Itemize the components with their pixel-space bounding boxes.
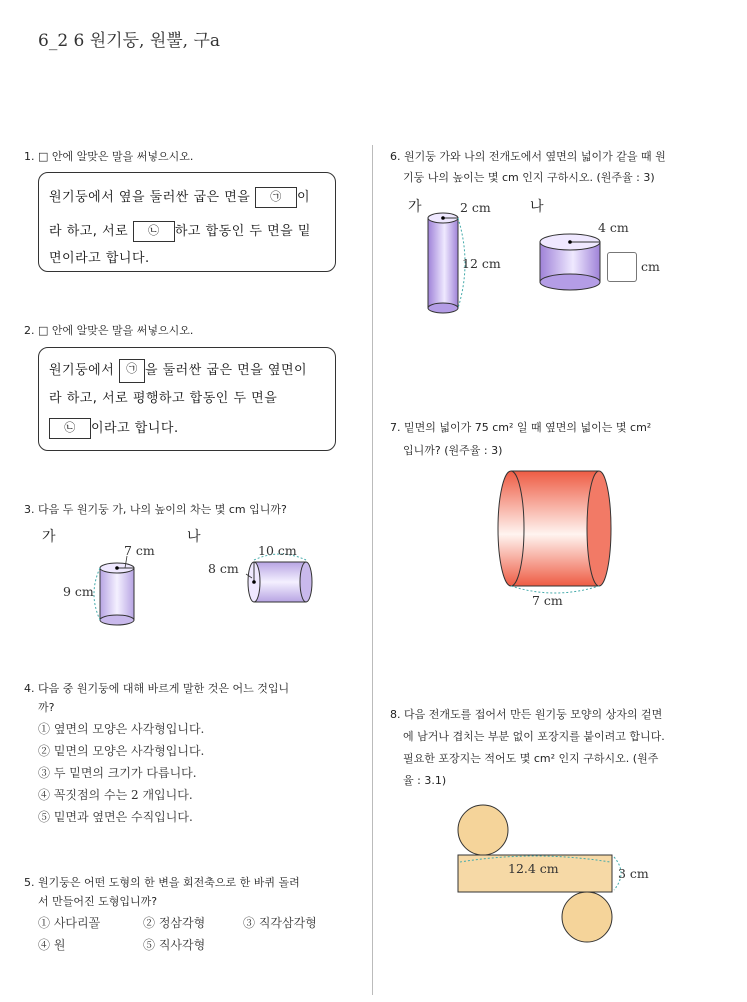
q1-line3: 면이라고 합니다. — [49, 251, 150, 266]
q6-a-height-label: 12 cm — [462, 256, 501, 271]
q7-prompt-line-2: 입니까? (원주율 : 3) — [403, 444, 503, 457]
q3-b-height-label: 10 cm — [258, 543, 297, 558]
q2-line1-a: 원기둥에서 — [49, 363, 115, 378]
q1-line2-b: 하고 합동인 두 면을 밑 — [174, 224, 311, 239]
q5-option-1[interactable]: ① 사다리꼴 — [38, 916, 101, 930]
q6-label-b: 나 — [530, 199, 544, 215]
q8-height-label: 3 cm — [618, 866, 649, 881]
q4-option-2[interactable]: ② 밑면의 모양은 사각형입니다. — [38, 744, 205, 758]
q7-height-label: 7 cm — [532, 593, 563, 608]
q6-cylinders-figure — [410, 200, 620, 320]
q8-top-circle — [458, 805, 508, 855]
q6-a-radius-label: 2 cm — [460, 200, 491, 215]
q2-line3-b: 이라고 합니다. — [91, 421, 179, 436]
q3-a-radius-label: 7 cm — [124, 543, 155, 558]
q5-option-2[interactable]: ② 정삼각형 — [143, 916, 206, 930]
q1-line1-text: 원기둥에서 옆을 둘러싼 굽은 면을 — [49, 190, 251, 205]
q6-prompt-line-2: 기둥 나의 높이는 몇 cm 인지 구하시오. (원주율 : 3) — [403, 171, 655, 184]
q4-option-1[interactable]: ① 옆면의 모양은 사각형입니다. — [38, 722, 205, 736]
q3-prompt: 3. 다음 두 원기둥 가, 나의 높이의 차는 몇 cm 입니까? — [24, 503, 287, 516]
q8-bottom-circle — [562, 892, 612, 942]
q1-line2 — [49, 217, 311, 246]
q2-line1 — [49, 356, 307, 385]
q2-blank-1[interactable]: ㉠ — [119, 359, 145, 383]
q1-blank-1[interactable]: ㉠ — [255, 187, 297, 208]
q3-a-height-label: 9 cm — [63, 584, 94, 599]
q5-prompt-line-1: 5. 원기둥은 어떤 도형의 한 변을 회전축으로 한 바퀴 돌려 — [24, 876, 300, 889]
q4-prompt-line-1: 4. 다음 중 원기둥에 대해 바르게 말한 것은 어느 것입니 — [24, 682, 290, 695]
q5-option-4[interactable]: ④ 원 — [38, 938, 66, 952]
q1-blank-2[interactable]: ㉡ — [133, 221, 175, 242]
q2-line1-b: 을 둘러싼 굽은 면을 옆면이 — [144, 363, 308, 378]
q2-blank-2[interactable]: ㉡ — [49, 418, 91, 439]
q3-cylinder-b — [246, 554, 312, 602]
q4-option-3[interactable]: ③ 두 밑면의 크기가 다릅니다. — [38, 766, 197, 780]
q6-answer-box[interactable] — [607, 252, 637, 282]
q8-width-label: 12.4 cm — [508, 861, 559, 876]
q3-label-a: 가 — [42, 529, 56, 545]
q3-label-b: 나 — [187, 529, 201, 545]
q2-line3 — [49, 414, 179, 443]
q6-b-radius-label: 4 cm — [598, 220, 629, 235]
column-divider — [372, 145, 373, 995]
q3-b-radius-label: 8 cm — [208, 561, 239, 576]
q6-cylinder-b — [540, 234, 600, 290]
q7-cylinder-figure — [490, 465, 625, 610]
q1-line2-a: 라 하고, 서로 — [49, 224, 129, 239]
q8-prompt-line-2: 에 남거나 겹치는 부분 없이 포장지를 붙이려고 합니다. — [403, 730, 665, 743]
q4-option-4[interactable]: ④ 꼭짓점의 수는 2 개입니다. — [38, 788, 193, 802]
q6-cylinder-a — [428, 213, 465, 313]
q2-prompt: 2. □ 안에 알맞은 말을 써넣으시오. — [24, 324, 194, 337]
q5-prompt-line-2: 서 만들어진 도형입니까? — [38, 895, 158, 908]
q1-prompt: 1. □ 안에 알맞은 말을 써넣으시오. — [24, 150, 194, 163]
q7-cylinder — [498, 471, 611, 593]
q5-option-3[interactable]: ③ 직각삼각형 — [243, 916, 317, 930]
q6-unit-label: cm — [641, 259, 660, 274]
q8-net-figure — [450, 800, 630, 960]
q7-prompt-line-1: 7. 밑면의 넓이가 75 cm² 일 때 옆면의 넓이는 몇 cm² — [390, 421, 652, 434]
q1-box — [38, 172, 336, 272]
q1-line1-end: 이 — [296, 190, 311, 205]
q8-prompt-line-3: 필요한 포장지는 적어도 몇 cm² 인지 구하시오. (원주 — [403, 752, 659, 765]
q6-prompt-line-1: 6. 원기둥 가와 나의 전개도에서 옆면의 넓이가 같을 때 원 — [390, 150, 666, 163]
q1-line1 — [49, 183, 310, 212]
q6-label-a: 가 — [408, 199, 422, 215]
page-title: 6_2 6 원기둥, 원뿔, 구a — [38, 31, 221, 51]
q8-prompt-line-4: 율 : 3.1) — [403, 774, 447, 787]
q2-line2: 라 하고, 서로 평행하고 합동인 두 면을 — [49, 391, 278, 406]
q5-option-5[interactable]: ⑤ 직사각형 — [143, 938, 206, 952]
q3-cylinder-a — [94, 556, 134, 625]
q4-option-5[interactable]: ⑤ 밑면과 옆면은 수직입니다. — [38, 810, 193, 824]
q4-prompt-line-2: 까? — [38, 701, 55, 714]
q2-box — [38, 347, 336, 451]
q8-prompt-line-1: 8. 다음 전개도를 접어서 만든 원기둥 모양의 상자의 겉면 — [390, 708, 663, 721]
